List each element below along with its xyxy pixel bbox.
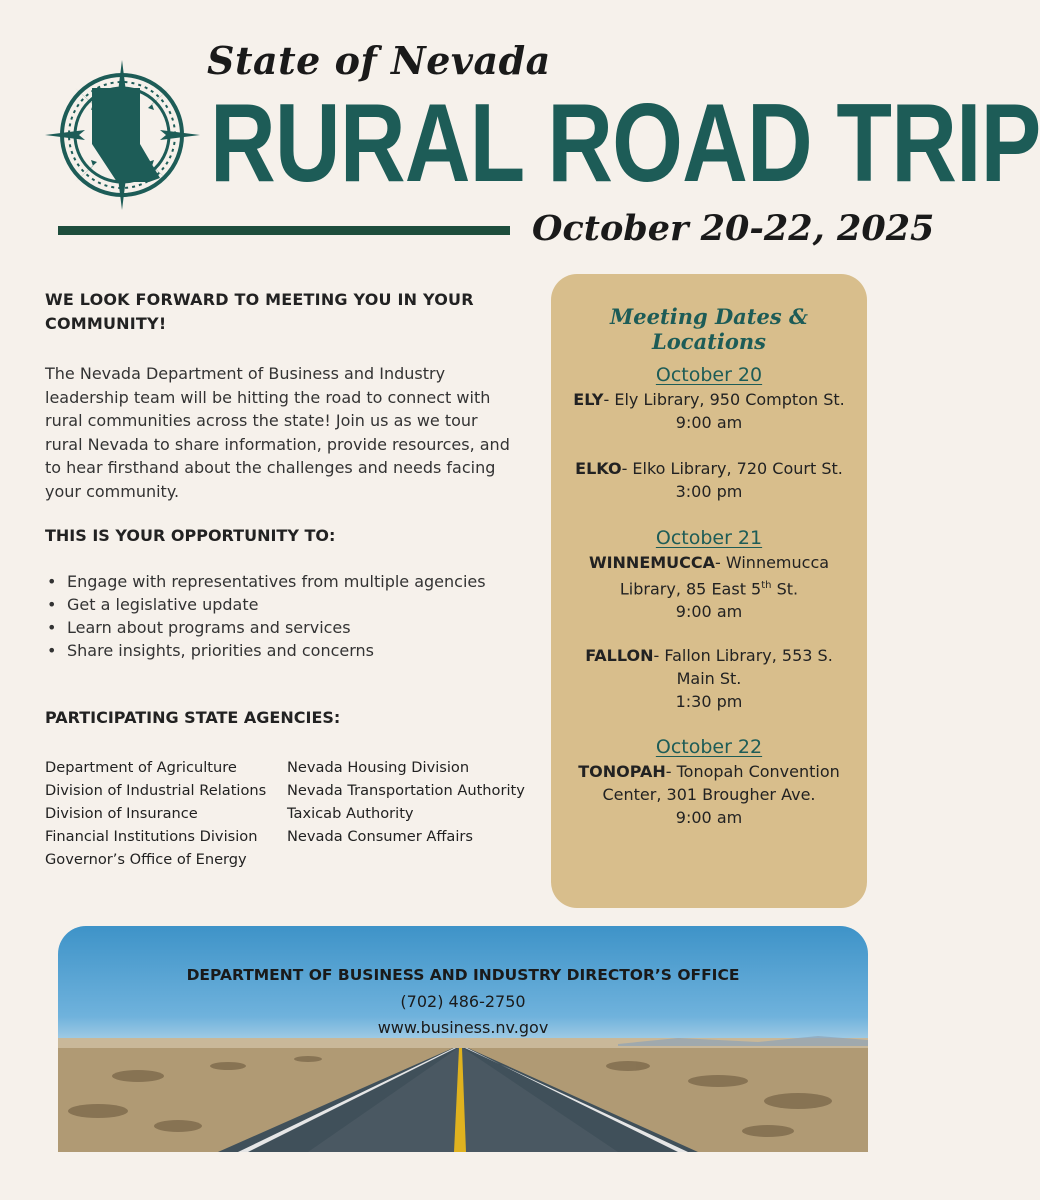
city-name: WINNEMUCCA bbox=[588, 553, 716, 572]
road-banner-image bbox=[58, 926, 868, 1152]
agency-item: Department of Agriculture bbox=[45, 759, 237, 776]
location-text: St. bbox=[771, 579, 799, 599]
meeting-time: 1:30 pm bbox=[675, 692, 743, 711]
list-item: • Get a legislative update bbox=[45, 593, 525, 616]
meeting-winnemucca bbox=[572, 551, 846, 623]
nevada-compass-logo bbox=[45, 60, 200, 210]
agency-item: Nevada Transportation Authority bbox=[287, 782, 525, 799]
event-dates: October 20-22, 2025 bbox=[532, 208, 935, 249]
office-name: DEPARTMENT OF BUSINESS AND INDUSTRY DIRECTOR’S OFFICE bbox=[186, 966, 740, 984]
meeting-panel-title: Meeting Dates & Locations bbox=[610, 304, 808, 354]
meeting-ely bbox=[560, 388, 858, 434]
city-name: ELKO bbox=[575, 459, 622, 478]
city-name: TONOPAH bbox=[578, 762, 666, 781]
agency-item: Governor’s Office of Energy bbox=[45, 851, 247, 868]
meeting-tonopah bbox=[566, 760, 852, 829]
agencies-column-2 bbox=[287, 756, 525, 848]
agencies-heading: PARTICIPATING STATE AGENCIES: bbox=[45, 708, 341, 727]
city-name: ELY bbox=[573, 390, 604, 409]
compass-icon bbox=[45, 60, 200, 210]
state-of-nevada-subtitle: State of Nevada bbox=[207, 38, 551, 83]
location-text: - Tonopah Convention Center, 301 Brougher Ave. bbox=[602, 762, 840, 804]
header-divider bbox=[58, 226, 510, 235]
meeting-date-oct-20: October 20 bbox=[655, 364, 763, 386]
location-text: - Elko Library, 720 Court St. bbox=[621, 459, 843, 478]
nevada-state-icon bbox=[92, 88, 160, 182]
meeting-time: 9:00 am bbox=[675, 413, 743, 432]
meeting-elko bbox=[568, 457, 850, 503]
location-text: - Winnemucca Library, 85 East 5 bbox=[619, 553, 830, 599]
list-item: • Share insights, priorities and concerns bbox=[45, 639, 525, 662]
agency-item: Division of Industrial Relations bbox=[45, 782, 267, 799]
agency-item: Financial Institutions Division bbox=[45, 828, 258, 845]
meeting-time: 9:00 am bbox=[675, 808, 743, 827]
opportunity-heading: THIS IS YOUR OPPORTUNITY TO: bbox=[45, 526, 336, 545]
meeting-fallon bbox=[572, 644, 846, 713]
page-title: RURAL ROAD TRIP bbox=[210, 81, 1040, 205]
welcome-heading: WE LOOK FORWARD TO MEETING YOU IN YOUR COMMUNITY! bbox=[45, 290, 474, 333]
meeting-date-oct-21: October 21 bbox=[655, 527, 763, 549]
location-text: - Fallon Library, 553 S. Main St. bbox=[653, 646, 833, 688]
intro-paragraph: The Nevada Department of Business and Industry leadership team will be hitting the road to connect with rural communities across the state! Join us as we tour rural Nevada to share information, provide resources, and to hear firsthand about the challenges and needs facing your community. bbox=[45, 364, 510, 501]
agency-item: Division of Insurance bbox=[45, 805, 198, 822]
desert-road-illustration bbox=[58, 926, 868, 1152]
website-link[interactable]: www.business.nv.gov bbox=[377, 1018, 549, 1037]
agency-item: Taxicab Authority bbox=[287, 805, 414, 822]
list-item: • Engage with representatives from multiple agencies bbox=[45, 570, 525, 593]
opportunity-list bbox=[45, 570, 525, 662]
city-name: FALLON bbox=[585, 646, 654, 665]
agency-item: Nevada Housing Division bbox=[287, 759, 470, 776]
ordinal-suffix: th bbox=[761, 580, 772, 591]
meeting-time: 9:00 am bbox=[675, 602, 743, 622]
agencies-column-1 bbox=[45, 756, 266, 871]
agency-item: Nevada Consumer Affairs bbox=[287, 828, 474, 845]
list-item: • Learn about programs and services bbox=[45, 616, 525, 639]
meeting-time: 3:00 pm bbox=[675, 482, 743, 501]
meeting-date-oct-22: October 22 bbox=[655, 736, 763, 758]
location-text: - Ely Library, 950 Compton St. bbox=[603, 390, 845, 409]
phone-number[interactable]: (702) 486-2750 bbox=[400, 992, 526, 1011]
